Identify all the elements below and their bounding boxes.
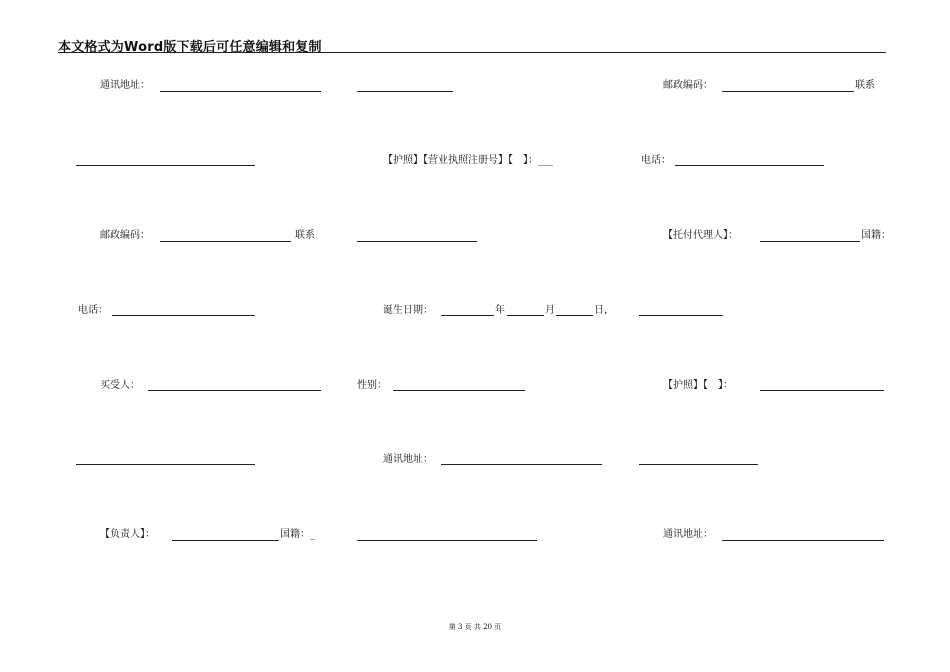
phone-label: 电话： bbox=[641, 155, 671, 166]
birth-year-blank[interactable] bbox=[441, 315, 494, 316]
address-blank-2[interactable] bbox=[441, 464, 602, 465]
page-number: 第 3 页 共 20 页 bbox=[448, 623, 502, 631]
nationality-label: 国籍： bbox=[861, 230, 891, 241]
address-blank[interactable] bbox=[160, 91, 321, 92]
phone-blank-2[interactable] bbox=[112, 315, 255, 316]
passport-blank[interactable] bbox=[760, 390, 884, 391]
gender-blank[interactable] bbox=[393, 390, 525, 391]
year-label: 年 bbox=[495, 305, 505, 316]
passport-label: 【护照】【 】： bbox=[663, 380, 733, 391]
buyer-blank[interactable] bbox=[148, 390, 321, 391]
header-rule bbox=[58, 52, 886, 53]
nationality-blank[interactable] bbox=[639, 315, 723, 316]
month-label: 月 bbox=[545, 305, 555, 316]
day-label: 日， bbox=[594, 305, 614, 316]
passport-blank-cont[interactable] bbox=[76, 464, 255, 465]
responsible-person-blank[interactable] bbox=[172, 540, 279, 541]
address-label-2: 通讯地址： bbox=[383, 454, 433, 465]
address-blank-3[interactable] bbox=[722, 540, 884, 541]
nationality-blank-2[interactable] bbox=[357, 540, 537, 541]
passport-license-label: 【护照】【营业执照注册号】【 】：___ bbox=[383, 155, 553, 166]
address-blank-2-cont[interactable] bbox=[639, 464, 758, 465]
postcode-label: 邮政编码： bbox=[663, 80, 713, 91]
phone-blank[interactable] bbox=[675, 165, 824, 166]
birth-month-blank[interactable] bbox=[507, 315, 544, 316]
contact-label-2: 联系 bbox=[295, 230, 315, 241]
responsible-person-label: 【负责人】： bbox=[100, 529, 155, 540]
buyer-label: 买受人： bbox=[100, 380, 140, 391]
birth-day-blank[interactable] bbox=[556, 315, 593, 316]
address-label-3: 通讯地址： bbox=[663, 529, 713, 540]
contact-blank[interactable] bbox=[76, 165, 255, 166]
postcode-blank[interactable] bbox=[722, 91, 854, 92]
contact-blank-2[interactable] bbox=[357, 241, 477, 242]
postcode-blank-2[interactable] bbox=[160, 241, 291, 242]
address-blank-cont[interactable] bbox=[357, 91, 453, 92]
agent-blank[interactable] bbox=[760, 241, 860, 242]
gender-label: 性别： bbox=[357, 380, 387, 391]
birth-date-label: 诞生日期： bbox=[383, 305, 433, 316]
agent-label: 【托付代理人】： bbox=[663, 230, 738, 241]
postcode-label-2: 邮政编码： bbox=[100, 230, 150, 241]
address-label: 通讯地址： bbox=[100, 80, 150, 91]
contact-label: 联系 bbox=[855, 80, 875, 91]
document-header-title: 本文格式为Word版下载后可任意编辑和复制 bbox=[58, 40, 322, 55]
nationality-label-2: 国籍：_ bbox=[280, 529, 315, 540]
phone-label-2: 电话： bbox=[78, 305, 108, 316]
